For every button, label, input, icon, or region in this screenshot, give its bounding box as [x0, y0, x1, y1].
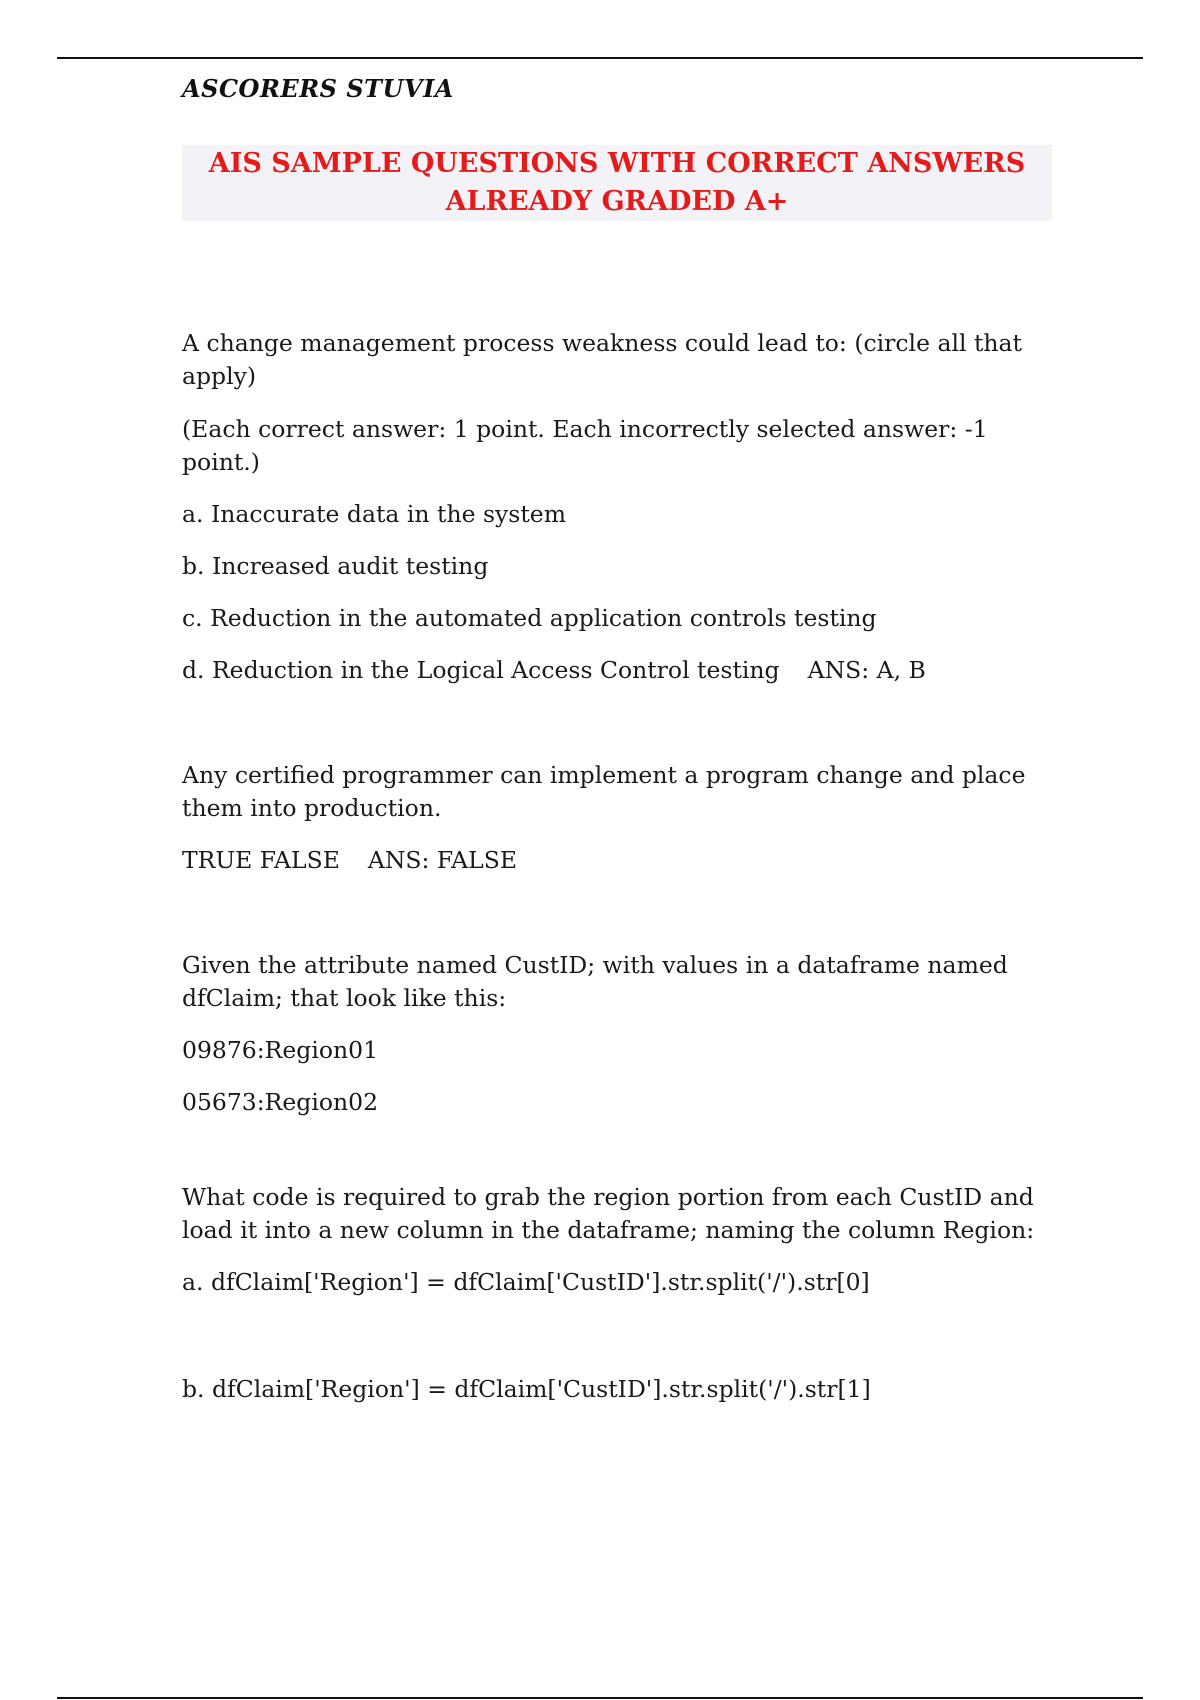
question-1: [182, 327, 1042, 687]
question-2: [182, 759, 1042, 877]
document-body: [182, 327, 1042, 1406]
question-2-answer: ANS: FALSE: [367, 846, 518, 874]
question-1-option-a: a. Inaccurate data in the system: [182, 500, 566, 528]
question-1-option-c: c. Reduction in the automated application controls testing: [182, 604, 877, 632]
bottom-rule: [57, 1697, 1143, 1699]
header-brand: ASCORERS STUVIA: [182, 74, 454, 103]
question-3-prompt-line-1: Given the attribute named CustID; with values in a dataframe named: [182, 951, 1008, 979]
question-3-prompt-line-2: dfClaim; that look like this:: [182, 984, 507, 1012]
question-3-option-b: b. dfClaim['Region'] = dfClaim['CustID'].str.split('/').str[1]: [182, 1375, 871, 1403]
title-box: [182, 145, 1052, 221]
question-1-option-b: b. Increased audit testing: [182, 552, 489, 580]
question-1-note-line-2: point.): [182, 448, 260, 476]
question-1-answer: ANS: A, B: [807, 656, 926, 684]
question-1-note-line-1: (Each correct answer: 1 point. Each incorrectly selected answer: -1: [182, 415, 988, 443]
question-2-options-line: [182, 844, 1042, 877]
title-line-1: AIS SAMPLE QUESTIONS WITH CORRECT ANSWERS: [208, 148, 1026, 179]
question-3-value-2: 05673:Region02: [182, 1088, 379, 1116]
question-3: [182, 949, 1042, 1406]
question-2-prompt-line-2: them into production.: [182, 794, 442, 822]
question-3-value-1: 09876:Region01: [182, 1036, 379, 1064]
question-1-prompt-line-1: A change management process weakness could lead to: (circle all that: [182, 329, 1022, 357]
question-3-followup-line-1: What code is required to grab the region portion from each CustID and: [182, 1183, 1034, 1211]
question-1-option-d-line: [182, 654, 1042, 687]
question-2-prompt-line-1: Any certified programmer can implement a program change and place: [182, 761, 1026, 789]
question-3-followup-line-2: load it into a new column in the dataframe; naming the column Region:: [182, 1216, 1035, 1244]
question-3-option-a: a. dfClaim['Region'] = dfClaim['CustID'].str.split('/').str[0]: [182, 1268, 870, 1296]
question-2-options: TRUE FALSE: [182, 846, 340, 874]
question-1-option-d: d. Reduction in the Logical Access Control testing: [182, 656, 780, 684]
question-1-prompt-line-2: apply): [182, 362, 257, 390]
top-rule: [57, 57, 1143, 59]
title-line-2: ALREADY GRADED A+: [445, 186, 789, 217]
